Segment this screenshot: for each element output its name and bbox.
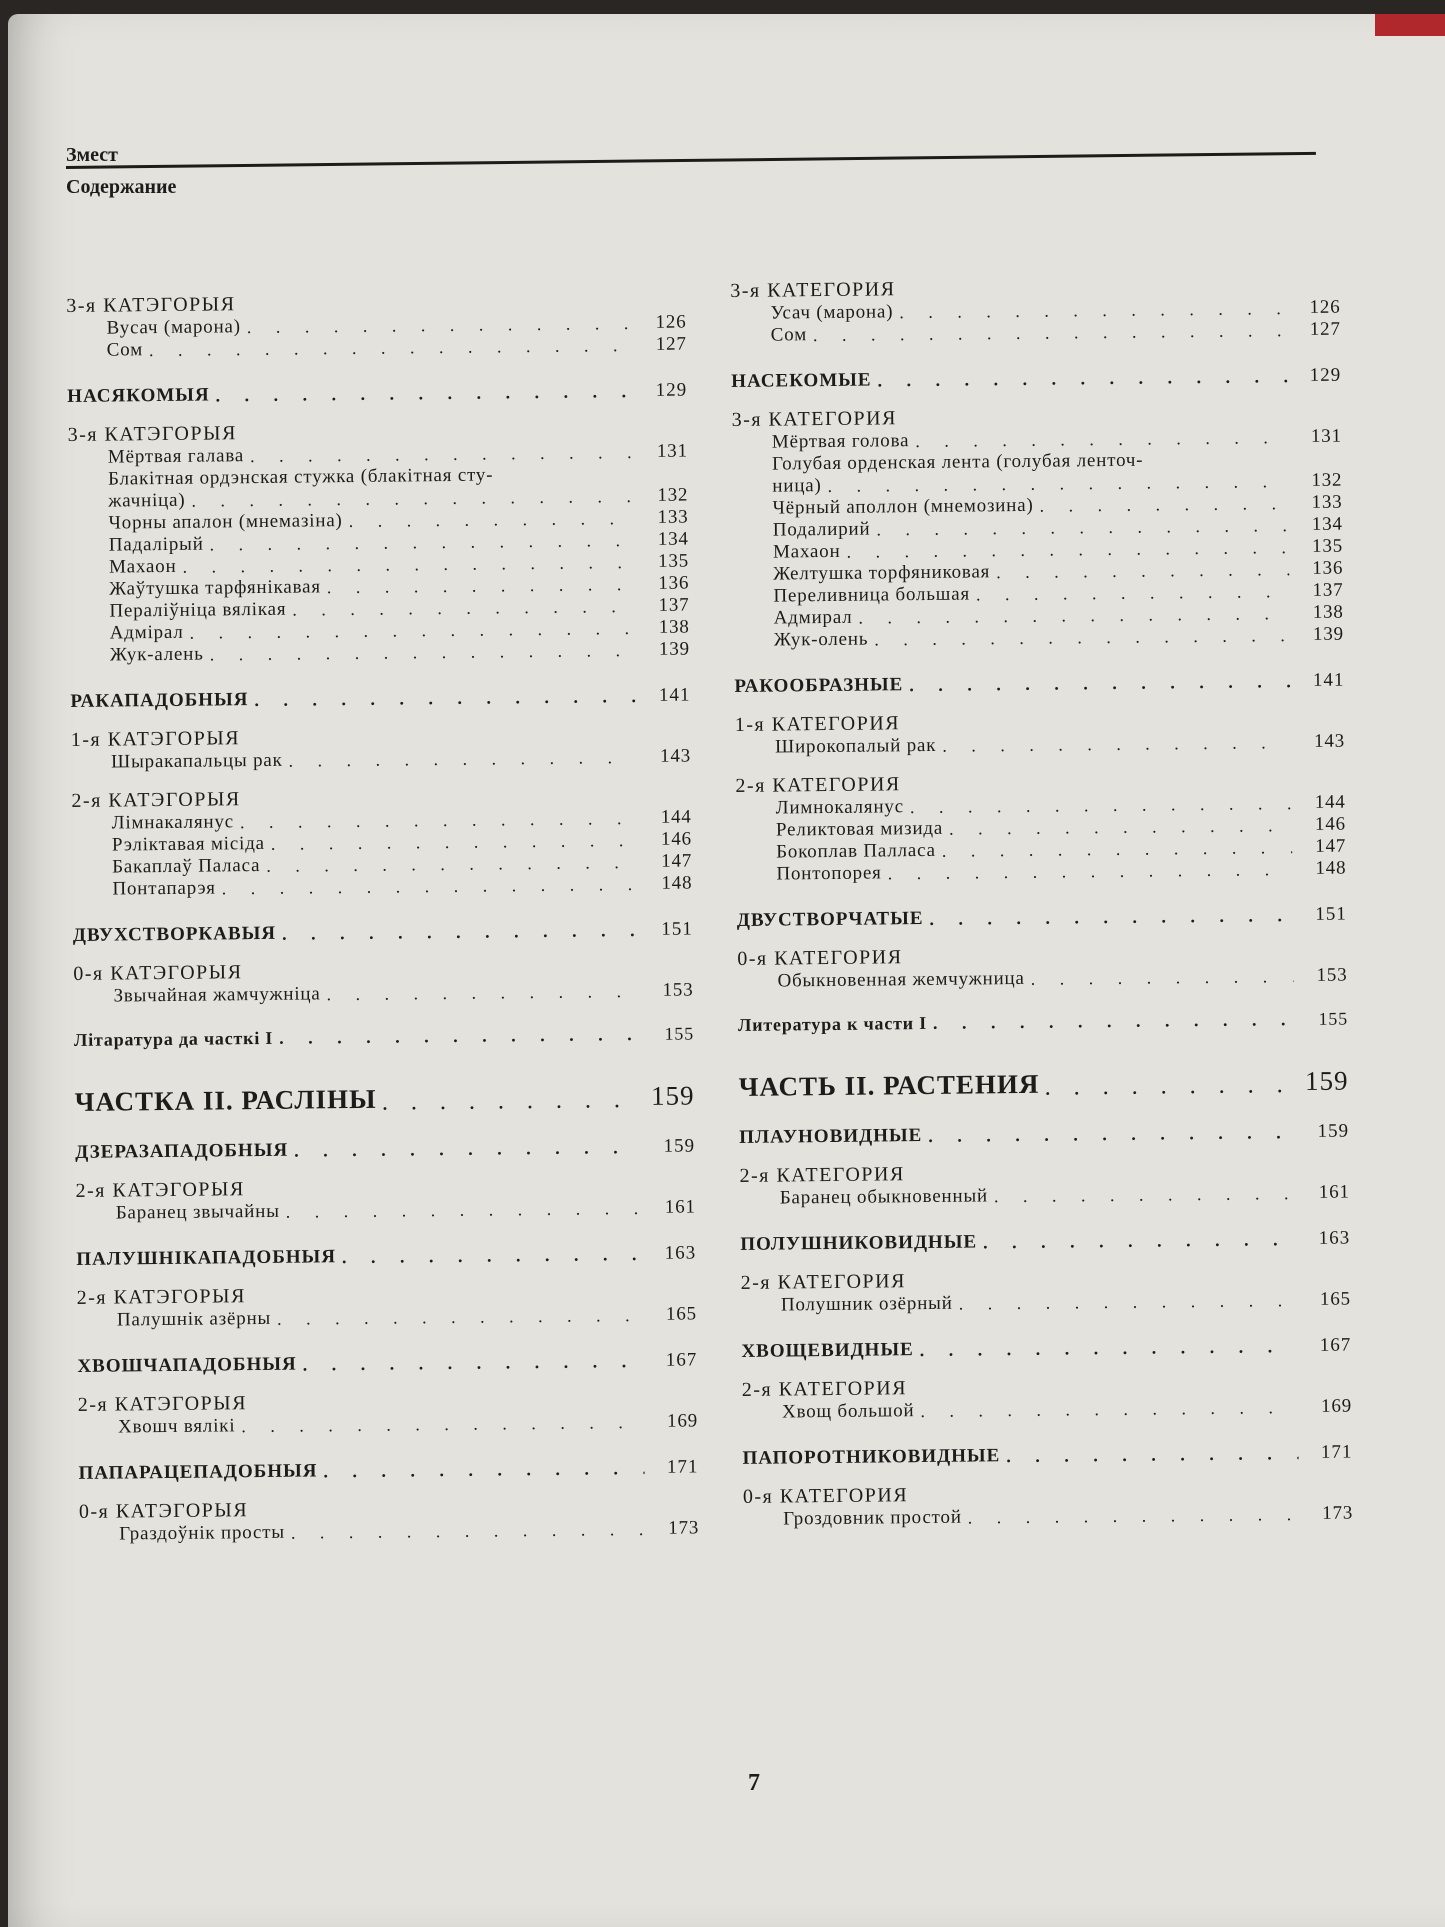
toc-section	[78, 1456, 698, 1484]
dot-leader	[250, 445, 634, 463]
page-reference: 131	[656, 440, 688, 462]
toc-category-text: 2-я КАТЕГОРИЯ	[741, 1377, 908, 1401]
page-reference: 153	[1316, 964, 1348, 986]
toc-section	[742, 1442, 1352, 1470]
toc-section	[77, 1349, 697, 1377]
dot-leader	[210, 533, 635, 551]
dot-leader	[282, 923, 639, 941]
page-reference: 146	[1314, 813, 1347, 835]
page-reference: 132	[657, 484, 689, 506]
dot-leader	[1045, 1079, 1294, 1096]
toc-entry-text: Бакаплаў Паласа	[112, 854, 261, 878]
page-reference: 133	[657, 506, 689, 528]
page-reference: 131	[1310, 425, 1342, 447]
page-reference: 155	[1318, 1008, 1349, 1029]
toc-category-text: 0-я КАТЕГОРИЯ	[742, 1484, 909, 1508]
dot-leader	[291, 1522, 645, 1540]
dot-leader	[349, 511, 635, 528]
dot-leader	[240, 811, 638, 829]
toc-entry-text: Блакітная ордэнская стужка (блакітная сту-	[107, 464, 494, 490]
toc-section-text: ДВУХСТВОРКАВЫЯ	[72, 922, 277, 946]
toc-section-text: ПАПАРАЦЕПАДОБНЫЯ	[78, 1460, 318, 1484]
page-reference: 173	[1322, 1502, 1354, 1524]
toc-entry-text: Чорны апалон (мнемазіна)	[108, 510, 343, 534]
dot-leader	[976, 584, 1290, 601]
page-reference: 143	[660, 745, 692, 767]
dot-leader	[910, 796, 1292, 814]
page-reference: 159	[650, 1080, 695, 1111]
page-reference: 127	[655, 333, 687, 355]
toc-entry-text: Бокоплав Палласа	[776, 839, 936, 863]
toc-section	[75, 1135, 695, 1163]
page-reference: 126	[1309, 296, 1341, 318]
toc-entry-text: Вусач (марона)	[106, 316, 241, 339]
page-reference: 151	[1315, 903, 1347, 925]
toc-section	[734, 670, 1344, 698]
page-reference: 137	[1312, 579, 1344, 601]
toc-part-heading-text: ЧАСТКА II. РАСЛІНЫ	[74, 1083, 377, 1117]
book-page	[8, 14, 1445, 1927]
dot-leader	[1006, 1446, 1298, 1463]
dot-leader	[266, 855, 638, 873]
page-reference: 171	[666, 1456, 699, 1478]
dot-leader	[876, 518, 1288, 536]
toc-column-russian	[730, 258, 1353, 1531]
toc-entry-text: Желтушка торфяниковая	[773, 561, 991, 585]
toc-entry-text: Жаўтушка тарфянікавая	[109, 576, 321, 600]
toc-category-text: 0-я КАТЭГОРЫЯ	[73, 961, 243, 985]
toc-entry-text: Усач (марона)	[770, 301, 894, 324]
toc-entry-text: Жук-олень	[773, 628, 869, 651]
page-reference: 127	[1309, 318, 1341, 340]
toc-section	[73, 918, 693, 946]
cover-edge	[1375, 14, 1445, 36]
dot-leader	[294, 1140, 641, 1158]
dot-leader	[968, 1507, 1300, 1524]
toc-entry-text: Переливница большая	[773, 583, 971, 607]
toc-entry-text: Адмирал	[773, 606, 853, 629]
toc-entry-text: Палушнік азёрны	[116, 1307, 272, 1331]
toc-entry-text: Баранец звычайны	[115, 1200, 280, 1224]
toc-part-heading-text: ЧАСТЬ II. РАСТЕНИЯ	[738, 1068, 1040, 1102]
toc-section-text: НАСЕКОМЫЕ	[731, 369, 872, 392]
toc-entry-text: жачніца)	[108, 489, 186, 512]
page-reference: 169	[666, 1410, 699, 1432]
toc-section-text: НАСЯКОМЫЯ	[67, 384, 210, 407]
toc-entry-text: Жук-алень	[109, 643, 204, 666]
dot-leader	[190, 621, 636, 640]
toc-entry-text: Хвошч вялікі	[117, 1415, 236, 1438]
dot-leader	[915, 430, 1288, 448]
page-reference: 139	[1312, 623, 1345, 645]
page-reference: 167	[665, 1349, 698, 1371]
dot-leader	[286, 1201, 642, 1219]
page-reference: 134	[1311, 513, 1343, 535]
page-reference: 151	[661, 918, 693, 940]
toc-entry-text: Шыракапальцы рак	[110, 749, 283, 773]
header-rule	[66, 152, 1316, 169]
page-reference: 135	[1311, 535, 1344, 557]
page-reference: 173	[668, 1517, 700, 1539]
dot-leader	[920, 1339, 1298, 1357]
page-reference: 165	[665, 1303, 697, 1325]
toc-entry-text: Баранец обыкновенный	[779, 1185, 989, 1209]
toc-entry-text: Подалирий	[772, 518, 871, 541]
toc-section-text: РАКАПАДОБНЫЯ	[70, 689, 249, 712]
dot-leader	[994, 1186, 1296, 1203]
page-reference: 138	[1312, 601, 1344, 623]
toc-category-text: 1-я КАТЕГОРИЯ	[734, 712, 901, 736]
page-reference: 167	[1319, 1334, 1352, 1356]
toc-entry-text: Широкопалый рак	[774, 734, 937, 758]
page-reference: 148	[1315, 857, 1347, 879]
toc-entry-text: Обыкновенная жемчужница	[777, 967, 1025, 992]
toc-section-text: РАКООБРАЗНЫЕ	[734, 674, 904, 697]
toc-literature	[738, 1009, 1348, 1036]
page-reference: 126	[655, 311, 687, 333]
dot-leader	[277, 1308, 643, 1326]
page-reference: 138	[658, 616, 690, 638]
page-reference: 134	[657, 528, 689, 550]
toc-category-text: 0-я КАТЕГОРИЯ	[737, 946, 903, 970]
toc-section	[739, 1121, 1349, 1149]
dot-leader	[899, 301, 1286, 319]
toc-category-text: 2-я КАТЕГОРИЯ	[740, 1270, 907, 1294]
toc-entry-text: Махаон	[772, 540, 841, 563]
toc-entry-text: Чёрный аполлон (мнемозина)	[772, 494, 1034, 519]
toc-entry-text: Гроздовник простой	[783, 1506, 962, 1530]
toc-section	[731, 365, 1341, 393]
page-reference: 132	[1311, 469, 1343, 491]
page-reference: 148	[661, 872, 693, 894]
dot-leader	[279, 1027, 640, 1045]
dot-leader	[289, 750, 638, 768]
toc-literature-text: Літаратура да часткі I	[73, 1027, 274, 1050]
toc-entry-text: Реликтовая мизида	[775, 817, 944, 841]
dot-leader	[928, 1125, 1295, 1143]
header-title-russian: Содержание	[66, 176, 177, 198]
page-reference: 137	[658, 594, 690, 616]
dot-leader	[271, 833, 638, 851]
dot-leader	[929, 908, 1293, 926]
toc-category-text: 0-я КАТЭГОРЫЯ	[78, 1499, 249, 1523]
dot-leader	[303, 1354, 644, 1372]
dot-leader	[877, 369, 1287, 387]
dot-leader	[813, 323, 1287, 342]
dot-leader	[191, 489, 634, 508]
toc-entry-text: Мёртвая голова	[771, 430, 910, 453]
toc-category-text: 2-я КАТЭГОРЫЯ	[77, 1392, 248, 1416]
toc-part-heading	[74, 1080, 694, 1117]
dot-leader	[254, 689, 636, 707]
toc-category-text: 2-я КАТЭГОРЫЯ	[75, 1178, 245, 1202]
dot-leader	[327, 984, 640, 1001]
dot-leader	[888, 862, 1293, 880]
page-reference: 153	[662, 979, 694, 1001]
dot-leader	[241, 1415, 644, 1433]
toc-category-text: 2-я КАТЭГОРЫЯ	[71, 788, 241, 812]
page-reference: 165	[1319, 1288, 1351, 1310]
toc-entry-text: Понтопорея	[776, 862, 882, 885]
page-reference: 135	[657, 550, 690, 572]
toc-entry-text: Махаон	[108, 555, 177, 578]
dot-leader	[959, 1293, 1297, 1311]
toc-entry-text: Звычайная жамчужніца	[113, 983, 321, 1007]
toc-section-text: ХВОЩЕВИДНЫЕ	[741, 1339, 914, 1362]
page-reference: 147	[1315, 835, 1347, 857]
page-reference: 139	[658, 638, 691, 660]
page-reference: 161	[1318, 1181, 1350, 1203]
toc-literature-text: Литература к части I	[737, 1012, 928, 1035]
page-reference: 163	[1318, 1227, 1351, 1249]
dot-leader	[247, 316, 633, 334]
dot-leader	[149, 338, 633, 357]
dot-leader	[920, 1400, 1298, 1418]
toc-literature	[74, 1023, 694, 1050]
dot-leader	[1039, 496, 1288, 513]
page-reference: 155	[664, 1023, 695, 1044]
page-reference: 136	[658, 572, 690, 594]
toc-section	[740, 1228, 1350, 1256]
toc-section-text: ДВУСТВОРЧАТЫЕ	[736, 908, 924, 931]
page-reference: 136	[1312, 557, 1344, 579]
toc-entry-text: Лімнакалянус	[111, 811, 235, 834]
toc-section-text: ДЗЕРАЗАПАДОБНЫЯ	[75, 1139, 289, 1163]
toc-part-heading	[738, 1066, 1348, 1103]
toc-entry-text: Понтапарэя	[112, 877, 216, 900]
dot-leader	[942, 735, 1291, 753]
header-title-belarusian: Змест	[66, 144, 119, 166]
page-reference: 169	[1320, 1395, 1353, 1417]
dot-leader	[909, 674, 1290, 692]
toc-category-text: 2-я КАТЭГОРЫЯ	[76, 1285, 246, 1309]
dot-leader	[182, 555, 635, 574]
toc-entry-text: Сом	[770, 324, 808, 346]
page-reference: 141	[1312, 669, 1345, 691]
dot-leader	[210, 643, 636, 661]
toc-section-text: ПЛАУНОВИДНЫЕ	[739, 1125, 923, 1148]
toc-entry-text: Полушник озёрный	[780, 1292, 953, 1316]
page-reference: 146	[660, 828, 693, 850]
dot-leader	[828, 474, 1289, 493]
page-number: 7	[748, 1770, 760, 1796]
dot-leader	[1031, 969, 1294, 986]
toc-section	[737, 904, 1347, 932]
toc-category-text: 3-я КАТЕГОРИЯ	[731, 407, 897, 431]
page-reference: 143	[1314, 730, 1346, 752]
toc-column-belarusian	[66, 273, 699, 1546]
dot-leader	[949, 818, 1292, 836]
page-reference: 133	[1311, 491, 1343, 513]
dot-leader	[292, 599, 635, 617]
toc-category-text: 3-я КАТЭГОРЫЯ	[67, 422, 237, 446]
dot-leader	[846, 540, 1289, 559]
toc-entry-text: Граздоўнік просты	[119, 1521, 285, 1545]
toc-entry-text: Рэліктавая місіда	[111, 832, 265, 856]
toc-section	[76, 1242, 696, 1270]
toc-entry-text: Пераліўніца вялікая	[109, 598, 287, 622]
toc-entry-text: Голубая орденская лента (голубая ленточ-	[771, 449, 1144, 475]
page-reference: 129	[655, 379, 688, 401]
page-reference: 159	[1317, 1120, 1350, 1142]
dot-leader	[858, 606, 1289, 625]
dot-leader	[327, 577, 636, 594]
toc-category-text: 2-я КАТЕГОРИЯ	[735, 773, 901, 797]
toc-section	[741, 1335, 1351, 1363]
dot-leader	[996, 562, 1289, 579]
toc-section	[67, 380, 687, 408]
dot-leader	[983, 1232, 1296, 1249]
dot-leader	[323, 1461, 644, 1478]
toc-section-text: ХВОШЧАПАДОБНЫЯ	[77, 1353, 297, 1377]
toc-category-text: 3-я КАТЕГОРИЯ	[730, 278, 896, 302]
toc-section-text: ПАПОРОТНИКОВИДНЫЕ	[742, 1445, 1001, 1469]
toc-entry-text: Сом	[106, 339, 144, 361]
dot-leader	[874, 628, 1290, 646]
toc-entry-text: Хвощ большой	[781, 1400, 915, 1423]
page-reference: 159	[663, 1135, 696, 1157]
page-reference: 147	[661, 850, 693, 872]
toc-category-text: 1-я КАТЭГОРЫЯ	[70, 727, 241, 751]
dot-leader	[933, 1012, 1294, 1030]
toc-entry-text: Адмірал	[109, 621, 184, 644]
toc-section-text: ПОЛУШНИКОВИДНЫЕ	[740, 1231, 978, 1255]
page-reference: 144	[1314, 791, 1346, 813]
page-reference: 144	[660, 806, 692, 828]
page-reference: 171	[1320, 1441, 1353, 1463]
page-reference: 159	[1304, 1065, 1349, 1097]
page-reference: 161	[664, 1196, 696, 1218]
page-reference: 129	[1309, 364, 1342, 386]
dot-leader	[942, 840, 1293, 858]
toc-category-text: 2-я КАТЕГОРИЯ	[739, 1163, 905, 1187]
toc-entry-text: Лимнокалянус	[775, 796, 905, 819]
toc-entry-text: ница)	[772, 475, 822, 497]
dot-leader	[216, 384, 634, 402]
toc-category-text: 3-я КАТЭГОРЫЯ	[66, 293, 236, 317]
toc-entry-text: Мёртвая галава	[107, 445, 245, 468]
toc-section	[70, 684, 690, 712]
dot-leader	[383, 1094, 641, 1111]
toc-section-text: ПАЛУШНІКАПАДОБНЫЯ	[76, 1246, 337, 1270]
page-reference: 163	[664, 1242, 697, 1264]
dot-leader	[342, 1247, 642, 1264]
dot-leader	[222, 877, 639, 895]
page-reference: 141	[658, 684, 691, 706]
toc-entry-text: Падалірый	[108, 533, 204, 556]
